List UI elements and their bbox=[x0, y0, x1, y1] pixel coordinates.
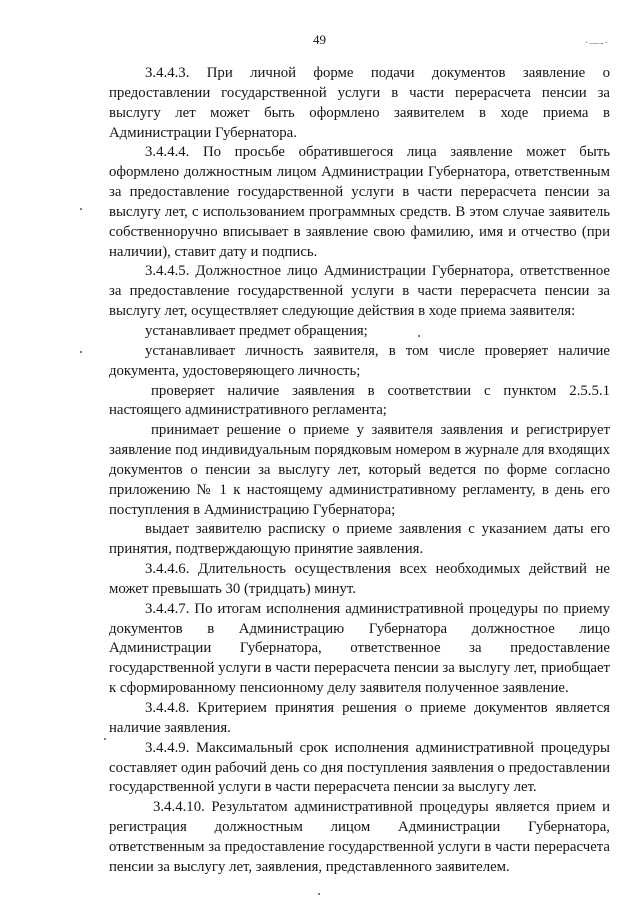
list-item-identity: устанавливает личность заявителя, в том числе проверяет наличие документа, удостоверяющего личность; bbox=[109, 342, 610, 379]
scan-artifact-mark: ·—-· bbox=[585, 38, 609, 49]
paragraph-3-4-4-8: 3.4.4.8. Критерием принятия решения о приеме документов является наличие заявления. bbox=[109, 700, 610, 736]
scan-speck bbox=[318, 893, 320, 895]
paragraph-3-4-4-5: 3.4.4.5. Должностное лицо Администрации Губернатора, ответственное за предоставление государственной услуги в части перерасчета пенсии за выслугу лет, осуществляет следующие действия в ходе приема заявителя: bbox=[109, 263, 610, 320]
scan-speck bbox=[104, 738, 106, 740]
list-item-receipt: выдает заявителю расписку о приеме заявления с указанием даты его принятия, подтверждающую принятие заявления. bbox=[109, 521, 610, 558]
scan-speck bbox=[80, 208, 82, 210]
paragraph-3-4-4-9: 3.4.4.9. Максимальный срок исполнения административной процедуры составляет один рабочий день со дня поступления заявления о предоставлении государственной услуги в части перерасчета пенсии за выслугу лет. bbox=[109, 739, 610, 796]
paragraph-3-4-4-3: 3.4.4.3. При личной форме подачи документов заявление о предоставлении государственной услуги в части перерасчета пенсии за выслугу лет может быть оформлено заявителем в ходе приема в Администрации Губернатора. bbox=[109, 65, 610, 141]
list-item-register: принимает решение о приеме у заявителя заявления и регистрирует заявление под индивидуальным порядковым номером в журнале для входящих документов о пенсии за выслугу лет, который ведется по форме согласно приложению № 1 к настоящему административному регламенту, в день его поступления в Администрацию Губернатора; bbox=[109, 422, 610, 518]
paragraph-3-4-4-6: 3.4.4.6. Длительность осуществления всех необходимых действий не может превышать 30 (тридцать) минут. bbox=[109, 561, 610, 597]
document-body bbox=[109, 64, 610, 878]
scan-speck bbox=[80, 351, 82, 353]
list-item-subject: устанавливает предмет обращения; bbox=[145, 322, 368, 339]
paragraph-3-4-4-10: 3.4.4.10. Результатом административной процедуры является прием и регистрация должностным лицом Администрации Губернатора, ответственным за предоставление государственной услуги в части перерасчета пенсии за выслугу лет, заявления, представленного заявителем. bbox=[109, 799, 610, 875]
scan-speck bbox=[418, 335, 420, 337]
list-item-check-application: проверяет наличие заявления в соответствии с пунктом 2.5.5.1 настоящего административного регламента; bbox=[109, 382, 610, 419]
paragraph-3-4-4-7: 3.4.4.7. По итогам исполнения административной процедуры по приему документов в Администрацию Губернатора должностное лицо Администрации Губернатора, ответственное за предоставление государственной услуги в части перерасчета пенсии за выслугу лет, приобщает к сформированному пенсионному делу заявителя полученное заявление. bbox=[109, 600, 610, 697]
page-number: 49 bbox=[313, 32, 326, 47]
paragraph-3-4-4-4: 3.4.4.4. По просьбе обратившегося лица заявление может быть оформлено должностным лицом Администрации Губернатора, ответственным за предоставление государственной услуги в части перерасчета пенсии за выслугу лет, с использованием программных средств. В этом случае заявитель собственноручно вписывает в заявление свою фамилию, имя и отчество (при наличии), ставит дату и подпись. bbox=[109, 144, 610, 260]
